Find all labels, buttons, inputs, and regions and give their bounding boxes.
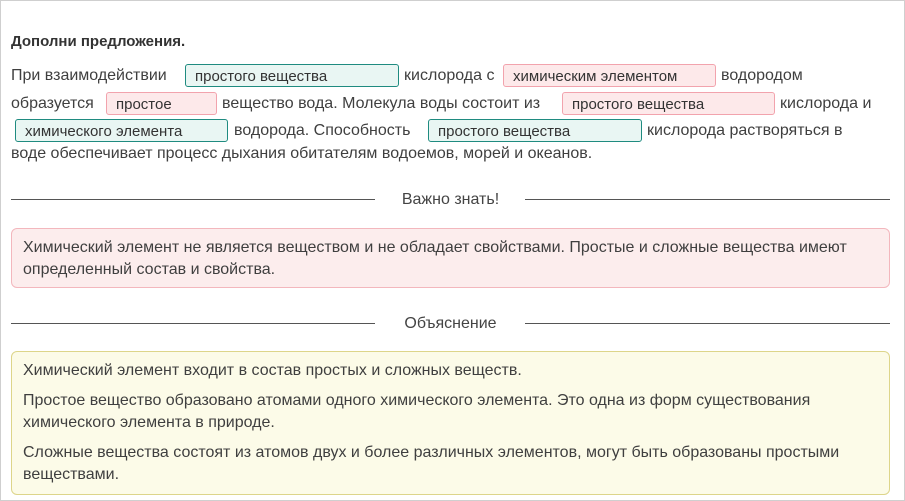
important-title: Важно знать! [401, 191, 500, 208]
sentence-text: кислорода с [404, 67, 495, 84]
sentence-text: При взаимодействии [11, 67, 167, 84]
answer-slot-correct[interactable]: химического элемента [15, 119, 228, 142]
answer-slot-correct[interactable]: простого вещества [185, 64, 399, 87]
sentence-line-4 [11, 142, 891, 166]
explanation-paragraph-2: Простое вещество образовано атомами одного химического элемента. Это одна из форм существования химического элемента в природе. [23, 392, 811, 431]
sentence-text: водородом [721, 67, 803, 84]
answer-slot-incorrect[interactable]: простого вещества [562, 92, 775, 115]
sentence-text: водорода. Способность [234, 122, 411, 139]
explanation-title: Объяснение [404, 315, 497, 332]
sentence-text: воде обеспечивает процесс дыхания обитателям водоемов, морей и океанов. [11, 145, 593, 162]
sentence-text: кислорода растворяться в [647, 122, 843, 139]
explanation-paragraph-3: Сложные вещества состоят из атомов двух и более различных элементов, могут быть образованы простыми веществами. [23, 444, 840, 483]
explanation-paragraph-1: Химический элемент входит в состав простых и сложных веществ. [23, 362, 522, 379]
sentence-text: образуется [11, 95, 94, 112]
sentence-line-3 [11, 119, 891, 143]
sentence-line-1 [11, 64, 891, 88]
important-note [11, 228, 890, 288]
answer-slot-incorrect[interactable]: химическим элементом [503, 64, 716, 87]
sentence-text: вещество вода. Молекула воды состоит из [222, 95, 541, 112]
sentence-line-2 [11, 92, 891, 116]
exercise-heading: Дополни предложения. [11, 33, 186, 50]
explanation-divider [11, 314, 890, 334]
sentence-text: кислорода и [780, 95, 872, 112]
answer-slot-incorrect[interactable]: простое [106, 92, 217, 115]
explanation-box [11, 351, 890, 495]
important-divider [11, 190, 890, 210]
answer-slot-correct[interactable]: простого вещества [428, 119, 642, 142]
important-text: Химический элемент не является веществом и не обладает свойствами. Простые и сложные вещества имеют определенный состав и свойства. [23, 239, 847, 278]
